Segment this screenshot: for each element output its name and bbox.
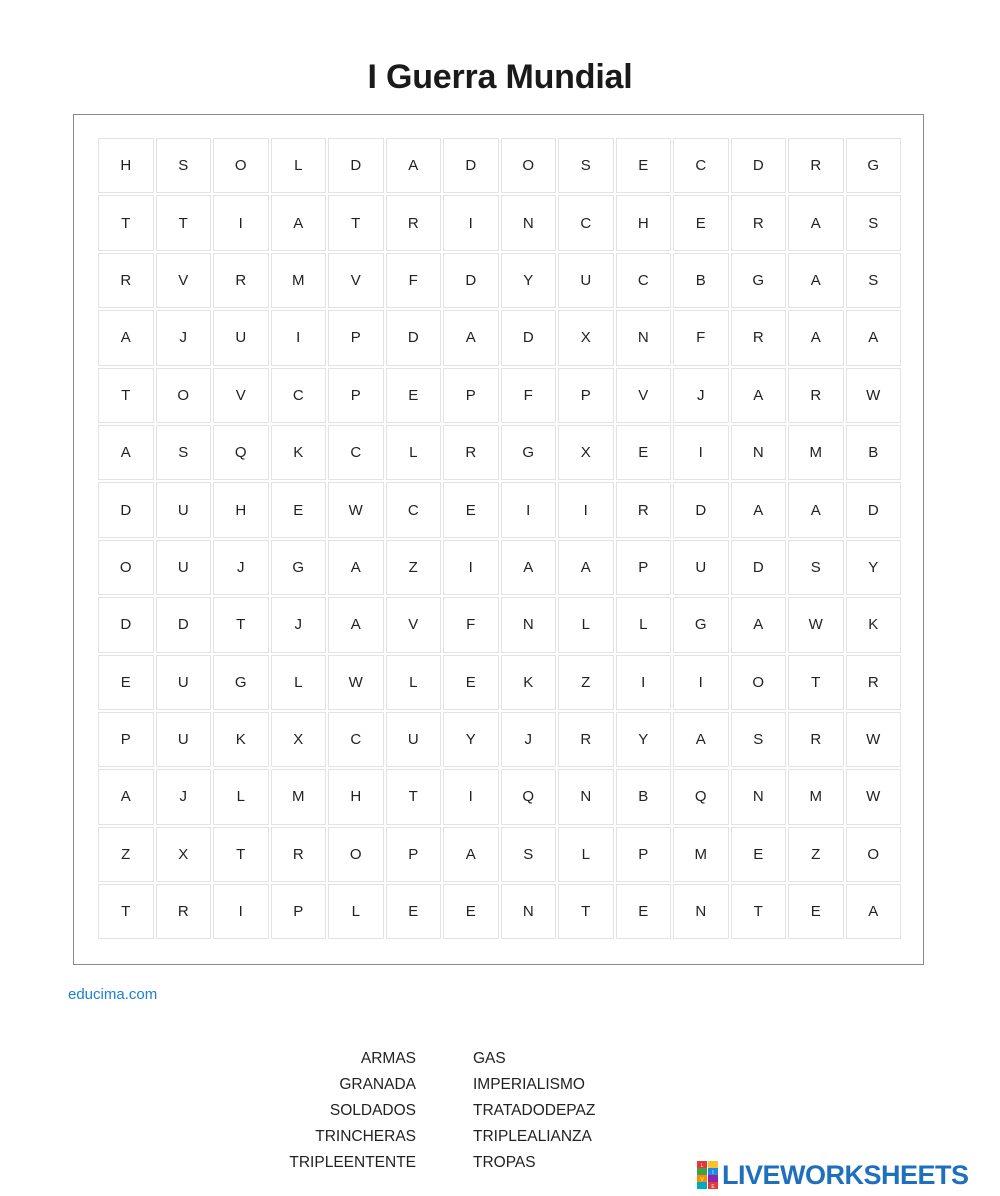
grid-cell[interactable]: J	[156, 769, 212, 824]
grid-cell[interactable]: N	[673, 884, 729, 939]
grid-cell[interactable]: R	[271, 827, 327, 882]
grid-cell[interactable]: I	[673, 425, 729, 480]
grid-cell[interactable]: P	[616, 540, 672, 595]
grid-cell[interactable]: G	[271, 540, 327, 595]
grid-cell[interactable]: I	[616, 655, 672, 710]
grid-cell[interactable]: I	[443, 769, 499, 824]
grid-cell[interactable]: A	[788, 310, 844, 365]
logo-letter: I	[712, 1170, 714, 1176]
grid-cell[interactable]: P	[443, 368, 499, 423]
grid-cell[interactable]: R	[788, 138, 844, 193]
brand-name: LIVEWORKSHEETS	[722, 1159, 969, 1190]
grid-cell[interactable]: E	[616, 425, 672, 480]
grid-cell[interactable]: S	[156, 138, 212, 193]
grid-cell[interactable]: C	[673, 138, 729, 193]
grid-cell[interactable]: I	[558, 482, 614, 537]
grid-cell[interactable]: T	[98, 368, 154, 423]
grid-cell[interactable]: Q	[213, 425, 269, 480]
grid-cell[interactable]: H	[213, 482, 269, 537]
grid-cell[interactable]: Z	[558, 655, 614, 710]
grid-cell[interactable]: I	[213, 884, 269, 939]
grid-cell[interactable]: U	[558, 253, 614, 308]
word-item: ARMAS	[360, 1050, 416, 1067]
grid-cell[interactable]: M	[673, 827, 729, 882]
grid-cell[interactable]: C	[386, 482, 442, 537]
grid-cell[interactable]: T	[558, 884, 614, 939]
word-item: TRIPLEALIANZA	[473, 1128, 592, 1145]
grid-cell[interactable]: J	[271, 597, 327, 652]
grid-cell[interactable]: T	[98, 884, 154, 939]
grid-cell[interactable]: B	[846, 425, 902, 480]
grid-cell[interactable]: N	[731, 769, 787, 824]
grid-cell[interactable]: I	[213, 195, 269, 250]
grid-cell[interactable]: N	[616, 310, 672, 365]
grid-cell[interactable]: P	[98, 712, 154, 767]
word-item: SOLDADOS	[329, 1102, 416, 1119]
grid-cell[interactable]: A	[673, 712, 729, 767]
grid-cell[interactable]: K	[501, 655, 557, 710]
grid-cell[interactable]: B	[673, 253, 729, 308]
word-item: GAS	[473, 1050, 506, 1067]
grid-cell[interactable]: V	[616, 368, 672, 423]
grid-cell[interactable]: I	[501, 482, 557, 537]
grid-cell[interactable]: P	[558, 368, 614, 423]
grid-cell[interactable]: A	[98, 425, 154, 480]
grid-cell[interactable]: X	[558, 310, 614, 365]
grid-cell[interactable]: U	[156, 712, 212, 767]
grid-cell[interactable]: D	[386, 310, 442, 365]
word-item: TRIPLEENTENTE	[289, 1154, 416, 1171]
grid-cell[interactable]: K	[271, 425, 327, 480]
grid-cell[interactable]: S	[788, 540, 844, 595]
grid-cell[interactable]: R	[443, 425, 499, 480]
grid-cell[interactable]: O	[731, 655, 787, 710]
grid-cell[interactable]: F	[443, 597, 499, 652]
grid-cell[interactable]: A	[731, 482, 787, 537]
grid-cell[interactable]: O	[213, 138, 269, 193]
grid-cell[interactable]: U	[386, 712, 442, 767]
grid-cell[interactable]: A	[558, 540, 614, 595]
word-item: TROPAS	[473, 1154, 536, 1171]
source-link[interactable]: educima.com	[68, 986, 158, 1003]
grid-cell[interactable]: E	[443, 884, 499, 939]
grid-cell[interactable]: A	[443, 827, 499, 882]
grid-cell[interactable]: D	[443, 253, 499, 308]
grid-cell[interactable]: G	[846, 138, 902, 193]
grid-cell[interactable]: W	[328, 655, 384, 710]
grid-cell[interactable]: E	[443, 482, 499, 537]
grid-cell[interactable]: D	[846, 482, 902, 537]
grid-cell[interactable]: I	[271, 310, 327, 365]
grid-cell[interactable]: R	[731, 195, 787, 250]
grid-cell[interactable]: O	[156, 368, 212, 423]
grid-cell[interactable]: M	[271, 769, 327, 824]
grid-cell[interactable]: R	[213, 253, 269, 308]
grid-cell[interactable]: O	[328, 827, 384, 882]
grid-cell[interactable]: A	[328, 540, 384, 595]
grid-cell[interactable]: D	[443, 138, 499, 193]
grid-cell[interactable]: X	[271, 712, 327, 767]
grid-cell[interactable]: G	[501, 425, 557, 480]
grid-cell[interactable]: A	[98, 769, 154, 824]
liveworksheets-logo-icon	[697, 1161, 719, 1189]
grid-cell[interactable]: L	[386, 425, 442, 480]
grid-cell[interactable]: Z	[386, 540, 442, 595]
grid-cell[interactable]: E	[98, 655, 154, 710]
grid-cell[interactable]: E	[731, 827, 787, 882]
grid-cell[interactable]: E	[673, 195, 729, 250]
grid-cell[interactable]: T	[731, 884, 787, 939]
grid-cell[interactable]: A	[846, 310, 902, 365]
grid-cell[interactable]: V	[156, 253, 212, 308]
grid-cell[interactable]: A	[443, 310, 499, 365]
grid-cell[interactable]: A	[501, 540, 557, 595]
grid-cell[interactable]: T	[213, 827, 269, 882]
grid-cell[interactable]: L	[616, 597, 672, 652]
grid-cell[interactable]: U	[156, 655, 212, 710]
word-item: TRATADODEPAZ	[473, 1102, 596, 1119]
grid-cell[interactable]: L	[271, 138, 327, 193]
grid-cell[interactable]: A	[731, 597, 787, 652]
grid-cell[interactable]: C	[616, 253, 672, 308]
grid-cell[interactable]: I	[673, 655, 729, 710]
grid-cell[interactable]: W	[328, 482, 384, 537]
grid-cell[interactable]: T	[328, 195, 384, 250]
grid-cell[interactable]: L	[213, 769, 269, 824]
grid-cell[interactable]: H	[616, 195, 672, 250]
grid-cell[interactable]: E	[616, 884, 672, 939]
grid-cell[interactable]: N	[501, 597, 557, 652]
grid-cell[interactable]: K	[213, 712, 269, 767]
grid-cell[interactable]: A	[731, 368, 787, 423]
grid-cell[interactable]: L	[558, 597, 614, 652]
grid-cell[interactable]: R	[788, 712, 844, 767]
word-item: GRANADA	[339, 1076, 416, 1093]
grid-cell[interactable]: T	[156, 195, 212, 250]
grid-cell[interactable]: S	[846, 253, 902, 308]
grid-cell[interactable]: T	[788, 655, 844, 710]
grid-cell[interactable]: K	[846, 597, 902, 652]
grid-cell[interactable]: A	[788, 253, 844, 308]
grid-cell[interactable]: V	[213, 368, 269, 423]
grid-cell[interactable]: U	[673, 540, 729, 595]
grid-cell[interactable]: U	[213, 310, 269, 365]
grid-cell[interactable]: S	[156, 425, 212, 480]
grid-cell[interactable]: W	[846, 368, 902, 423]
grid-cell[interactable]: L	[271, 655, 327, 710]
grid-cell[interactable]: R	[616, 482, 672, 537]
grid-cell[interactable]: O	[98, 540, 154, 595]
grid-cell[interactable]: T	[98, 195, 154, 250]
grid-cell[interactable]: E	[443, 655, 499, 710]
grid-cell[interactable]: M	[271, 253, 327, 308]
grid-cell[interactable]: D	[156, 597, 212, 652]
grid-cell[interactable]: G	[213, 655, 269, 710]
grid-cell[interactable]: Y	[616, 712, 672, 767]
grid-cell[interactable]: R	[788, 368, 844, 423]
grid-cell[interactable]: G	[731, 253, 787, 308]
grid-cell[interactable]: P	[328, 310, 384, 365]
grid-cell[interactable]: A	[271, 195, 327, 250]
grid-cell[interactable]: D	[98, 597, 154, 652]
grid-cell[interactable]: C	[271, 368, 327, 423]
grid-cell[interactable]: G	[673, 597, 729, 652]
grid-cell[interactable]: L	[328, 884, 384, 939]
grid-cell[interactable]: D	[731, 138, 787, 193]
grid-cell[interactable]: P	[616, 827, 672, 882]
grid-cell[interactable]: S	[501, 827, 557, 882]
grid-cell[interactable]: E	[386, 368, 442, 423]
grid-cell[interactable]: I	[443, 195, 499, 250]
grid-cell[interactable]: O	[501, 138, 557, 193]
grid-cell[interactable]: I	[443, 540, 499, 595]
grid-cell[interactable]: E	[271, 482, 327, 537]
grid-cell[interactable]: N	[501, 884, 557, 939]
grid-cell[interactable]: D	[501, 310, 557, 365]
grid-cell[interactable]: M	[788, 769, 844, 824]
word-list-left	[289, 1046, 416, 1176]
grid-cell[interactable]: N	[501, 195, 557, 250]
grid-cell[interactable]: F	[501, 368, 557, 423]
grid-cell[interactable]: E	[386, 884, 442, 939]
grid-cell[interactable]: S	[558, 138, 614, 193]
grid-cell[interactable]: V	[328, 253, 384, 308]
grid-cell[interactable]: W	[846, 769, 902, 824]
grid-cell[interactable]: Z	[788, 827, 844, 882]
grid-cell[interactable]: A	[846, 884, 902, 939]
word-list-right	[473, 1046, 595, 1176]
word-item: TRINCHERAS	[315, 1128, 416, 1145]
grid-cell[interactable]: T	[213, 597, 269, 652]
word-search-frame	[73, 114, 924, 965]
grid-cell[interactable]: R	[156, 884, 212, 939]
grid-cell[interactable]: Y	[443, 712, 499, 767]
grid-cell[interactable]: H	[328, 769, 384, 824]
grid-cell[interactable]: C	[558, 195, 614, 250]
logo-letter: L	[700, 1163, 704, 1169]
grid-cell[interactable]: V	[386, 597, 442, 652]
grid-cell[interactable]: A	[386, 138, 442, 193]
grid-cell[interactable]: X	[558, 425, 614, 480]
logo-letter: V	[700, 1177, 704, 1183]
grid-cell[interactable]: E	[788, 884, 844, 939]
grid-cell[interactable]: J	[156, 310, 212, 365]
grid-cell[interactable]: J	[213, 540, 269, 595]
grid-cell[interactable]: W	[788, 597, 844, 652]
grid-cell[interactable]: P	[328, 368, 384, 423]
grid-cell[interactable]: A	[788, 195, 844, 250]
grid-cell[interactable]: T	[386, 769, 442, 824]
grid-cell[interactable]: E	[616, 138, 672, 193]
grid-cell[interactable]: L	[558, 827, 614, 882]
grid-cell[interactable]: C	[328, 425, 384, 480]
grid-cell[interactable]: Q	[673, 769, 729, 824]
grid-cell[interactable]: S	[846, 195, 902, 250]
grid-cell[interactable]: U	[156, 482, 212, 537]
grid-cell[interactable]: P	[386, 827, 442, 882]
letter-grid	[98, 138, 901, 939]
grid-cell[interactable]: H	[98, 138, 154, 193]
grid-cell[interactable]: C	[328, 712, 384, 767]
grid-cell[interactable]: A	[98, 310, 154, 365]
grid-cell[interactable]: A	[328, 597, 384, 652]
grid-cell[interactable]: D	[731, 540, 787, 595]
grid-cell[interactable]: D	[328, 138, 384, 193]
grid-cell[interactable]: O	[846, 827, 902, 882]
grid-cell[interactable]: J	[501, 712, 557, 767]
grid-cell[interactable]: F	[673, 310, 729, 365]
grid-cell[interactable]: R	[846, 655, 902, 710]
grid-cell[interactable]: W	[846, 712, 902, 767]
grid-cell[interactable]: Y	[846, 540, 902, 595]
grid-cell[interactable]: R	[731, 310, 787, 365]
grid-cell[interactable]: F	[386, 253, 442, 308]
grid-cell[interactable]: M	[788, 425, 844, 480]
grid-cell[interactable]: R	[386, 195, 442, 250]
grid-cell[interactable]: N	[731, 425, 787, 480]
page-title: I Guerra Mundial	[367, 58, 633, 96]
grid-cell[interactable]: R	[98, 253, 154, 308]
grid-cell[interactable]: J	[673, 368, 729, 423]
grid-cell[interactable]: D	[673, 482, 729, 537]
grid-cell[interactable]: B	[616, 769, 672, 824]
grid-cell[interactable]: D	[98, 482, 154, 537]
grid-cell[interactable]: A	[788, 482, 844, 537]
grid-cell[interactable]: Y	[501, 253, 557, 308]
logo-letter: E	[711, 1184, 715, 1189]
grid-cell[interactable]: P	[271, 884, 327, 939]
grid-cell[interactable]: S	[731, 712, 787, 767]
grid-cell[interactable]: Z	[98, 827, 154, 882]
grid-cell[interactable]: L	[386, 655, 442, 710]
grid-cell[interactable]: U	[156, 540, 212, 595]
word-item: IMPERIALISMO	[473, 1076, 585, 1093]
grid-cell[interactable]: N	[558, 769, 614, 824]
grid-cell[interactable]: X	[156, 827, 212, 882]
grid-cell[interactable]: R	[558, 712, 614, 767]
grid-cell[interactable]: Q	[501, 769, 557, 824]
liveworksheets-brand	[697, 1158, 969, 1192]
